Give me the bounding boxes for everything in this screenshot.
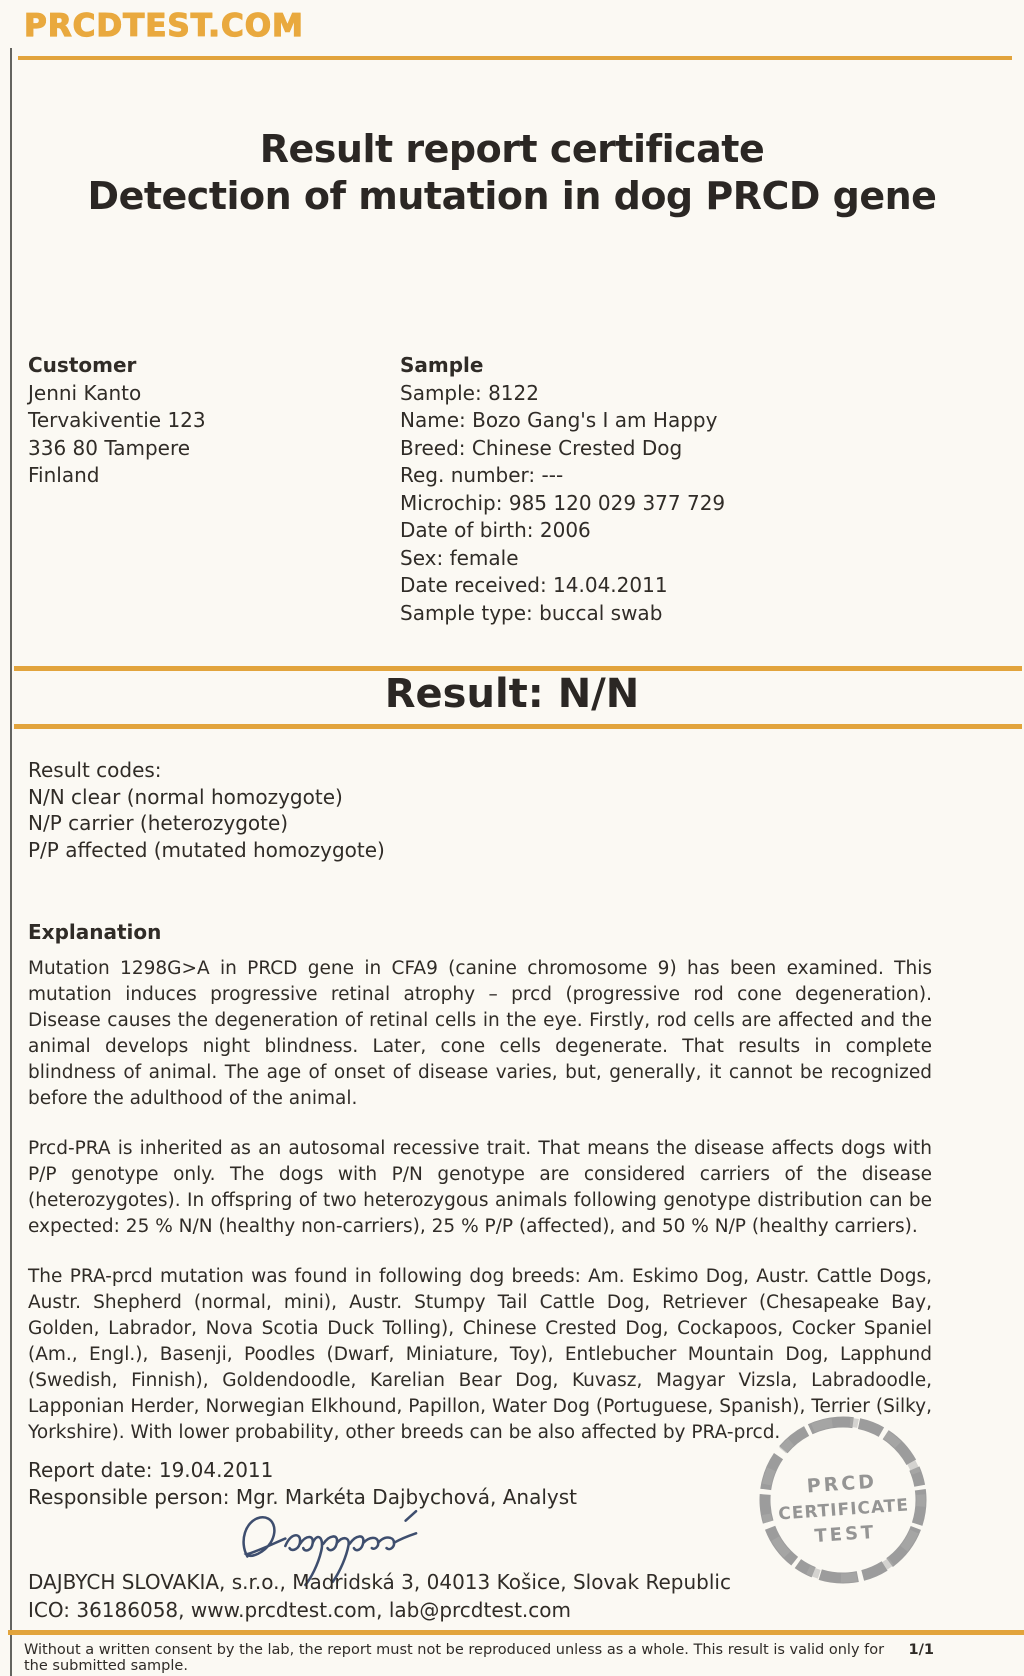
sample-section [400, 352, 725, 627]
customer-line: 336 80 Tampere [28, 435, 191, 460]
page-number: 1/1 [908, 1642, 934, 1658]
stamp-text-line: TEST [813, 1521, 877, 1548]
report-date-line: Report date: 19.04.2011 [28, 1458, 274, 1482]
explanation-paragraph: Prcd-PRA is inherited as an autosomal recessive trait. That means the disease affects dogs with P/P genotype only. The dogs with P/N genotype are considered carriers of the disease (heterozygotes). In offspring of two heterozygous animals following genotype distribution can be expected: 25 % N/N (healthy non-carriers), 25 % P/P (affected), and 50 % N/P (healthy carriers). [28, 1138, 932, 1237]
signature-ink-icon [222, 1508, 452, 1566]
sample-line: Date of birth: 2006 [400, 518, 591, 542]
scan-artifact-left-edge [10, 48, 12, 1676]
report-title-line2: Detection of mutation in dog PRCD gene [87, 174, 937, 218]
result-code-line: N/N clear (normal homozygote) [28, 784, 343, 809]
customer-line: Tervakiventie 123 [28, 408, 206, 432]
sample-line: Microchip: 985 120 029 377 729 [400, 490, 726, 515]
stamp-text-line: CERTIFICATE [777, 1495, 910, 1525]
result-code-line: N/P carrier (heterozygote) [28, 811, 289, 835]
result-code-line: P/P affected (mutated homozygote) [28, 837, 385, 862]
result-codes-section [28, 757, 385, 863]
sample-line: Name: Bozo Gang's I am Happy [400, 408, 718, 432]
explanation-heading: Explanation [28, 920, 162, 944]
signature-scribble [222, 1508, 452, 1566]
page-title [0, 126, 1024, 220]
sample-line: Sample: 8122 [400, 380, 539, 405]
footer-rule [8, 1630, 1024, 1635]
sample-line: Date received: 14.04.2011 [400, 573, 668, 597]
sample-heading: Sample [400, 353, 484, 377]
sample-line: Reg. number: --- [400, 463, 564, 487]
customer-line: Jenni Kanto [28, 380, 142, 405]
company-section [28, 1569, 731, 1624]
company-line: DAJBYCH SLOVAKIA, s.r.o., Madridská 3, 04013 Košice, Slovak Republic [28, 1570, 731, 1594]
explanation-paragraph: Mutation 1298G>A in PRCD gene in CFA9 (canine chromosome 9) has been examined. This mutation induces progressive retinal atrophy – prcd (progressive rod cone degeneration). Disease causes the degeneration of retinal cells in the eye. Firstly, rod cells are affected and the animal develops night blindness. Later, cone cells degenerate. That results in complete blindness of animal. The age of onset of disease varies, but, generally, it cannot be recognized before the adulthood of the animal. [28, 958, 932, 1109]
ico-contact-line: ICO: 36186058, www.prcdtest.com, lab@prcdtest.com [28, 1597, 571, 1622]
result-codes-heading: Result codes: [28, 758, 162, 782]
result-rule-bottom [14, 724, 1022, 729]
report-title-line1: Result report certificate [259, 127, 765, 171]
sample-line: Sex: female [400, 545, 519, 570]
customer-section [28, 352, 206, 490]
site-logo: PRCDTEST.COM [24, 8, 304, 44]
stamp-text-line: PRCD [806, 1470, 878, 1498]
footer-disclaimer: Without a written consent by the lab, the report must not be reproduced unless as a whole. This result is valid only for the submitted sample. [24, 1642, 885, 1674]
signoff-section [28, 1457, 577, 1511]
customer-heading: Customer [28, 353, 137, 377]
stamp-ring-icon [749, 1406, 937, 1594]
sample-line: Breed: Chinese Crested Dog [400, 435, 683, 460]
result-title: Result: N/N [384, 671, 640, 717]
explanation-section [28, 956, 932, 1470]
explanation-paragraph: The PRA-prcd mutation was found in following dog breeds: Am. Eskimo Dog, Austr. Cattle Dogs, Austr. Shepherd (normal, mini), Austr. Stumpy Tail Cattle Dog, Retriever (Chesapeake Bay, Golden, Labrador, Nova Scotia Duck Tolling), Chinese Crested Dog, Cockapoos, Cocker Spaniel (Am., Engl.), Basenji, Poodles (Dwarf, Miniature, Toy), Entlebucher Mountain Dog, Lapphund (Swedish, Finnish), Goldendoodle, Karelian Bear Dog, Kuvasz, Magyar Vizsla, Labradoodle, Lapponian Herder, Norwegian Elkhound, Papillon, Water Dog (Portuguese, Spanish), Terrier (Silky, Yorkshire). With lower probability, other breeds can be also affected by PRA-prcd. [28, 1266, 932, 1443]
header-rule [18, 56, 1012, 60]
responsible-person-line: Responsible person: Mgr. Markéta Dajbychová, Analyst [28, 1485, 578, 1509]
prcd-certificate-stamp [749, 1406, 937, 1594]
sample-line: Sample type: buccal swab [400, 600, 663, 625]
customer-line: Finland [28, 463, 100, 487]
